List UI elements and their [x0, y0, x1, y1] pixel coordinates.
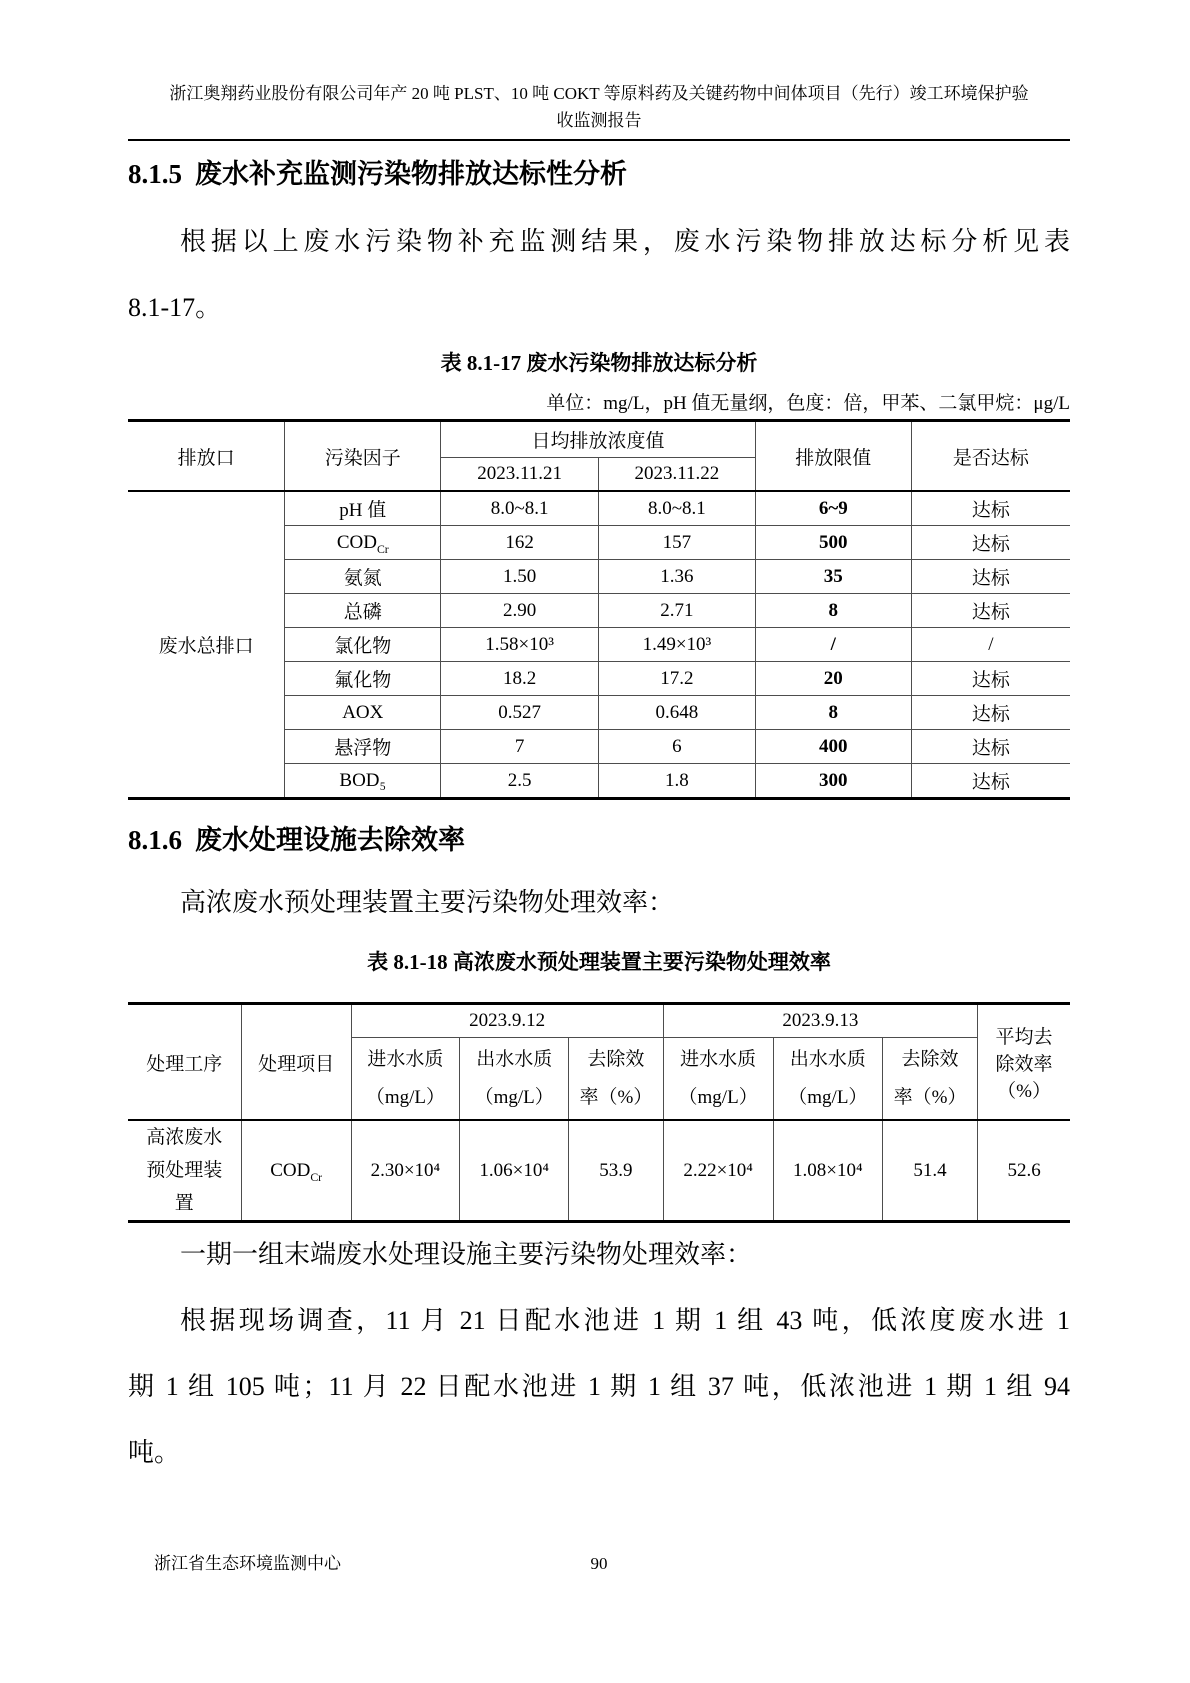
paragraph-intro: [128, 209, 1070, 341]
paragraph-site-survey: [128, 1288, 1070, 1486]
value-cell: 1.49×10³: [599, 628, 756, 662]
compliance-column-header: 是否达标: [911, 421, 1070, 492]
avg-removal-column-header: 平均去 除效率 （%）: [978, 1004, 1070, 1121]
value-cell: 18.2: [441, 662, 599, 696]
section-815-heading: [128, 156, 1070, 193]
outflow-column-header: 出水水质 （mg/L）: [773, 1038, 882, 1121]
table-row: [128, 1120, 1070, 1222]
avg-value-cell: 52.6: [978, 1120, 1070, 1222]
removal-column-header: 去除效 率（%）: [569, 1038, 663, 1121]
value-cell: 1.8: [599, 764, 756, 799]
limit-cell: 300: [755, 764, 911, 799]
value-cell: 2.71: [599, 594, 756, 628]
paragraph-line: 根据现场调查，11 月 21 日配水池进 1 期 1 组 43 吨，低浓度废水进 1: [180, 1306, 1070, 1335]
limit-cell: 6~9: [755, 491, 911, 526]
compliance-cell: 达标: [911, 696, 1070, 730]
limit-cell: 35: [755, 560, 911, 594]
section-816-heading: [128, 822, 1070, 859]
value-cell: 2.30×10⁴: [351, 1120, 459, 1222]
running-header: [128, 0, 1070, 134]
compliance-cell: 达标: [911, 526, 1070, 560]
limit-cell: 500: [755, 526, 911, 560]
running-header-line1: 浙江奥翔药业股份有限公司年产 20 吨 PLST、10 吨 COKT 等原料药及关键药物中间体项目（先行）竣工环境保护验: [169, 84, 1029, 103]
date1-column-header: 2023.11.21: [441, 458, 599, 492]
factor-cell: $COD_{Cr}$: [285, 526, 441, 560]
compliance-cell: 达标: [911, 662, 1070, 696]
limit-cell: 8: [755, 594, 911, 628]
table1-title: 表 8.1-17 废水污染物排放达标分析: [440, 351, 758, 375]
section-number: 8.1.5: [128, 159, 182, 189]
value-cell: 162: [441, 526, 599, 560]
factor-cell: BOD₅: [285, 764, 441, 799]
footer-organization: 浙江省生态环境监测中心: [154, 1554, 341, 1573]
page-footer: [128, 1552, 1070, 1576]
section-number: 8.1.6: [128, 825, 182, 855]
value-cell: 53.9: [569, 1120, 663, 1222]
value-cell: 1.58×10³: [441, 628, 599, 662]
compliance-cell: 达标: [911, 491, 1070, 526]
value-cell: 8.0~8.1: [599, 491, 756, 526]
item-cell: $COD_{Cr}$: [241, 1120, 351, 1222]
compliance-cell: /: [911, 628, 1070, 662]
date2-column-header: 2023.11.22: [599, 458, 756, 492]
outflow-column-header: 出水水质 （mg/L）: [460, 1038, 569, 1121]
limit-cell: /: [755, 628, 911, 662]
value-cell: 51.4: [882, 1120, 977, 1222]
date1-group-header: 2023.9.12: [351, 1004, 663, 1038]
value-cell: 1.08×10⁴: [773, 1120, 882, 1222]
item-column-header: 处理项目: [241, 1004, 351, 1121]
value-cell: 0.527: [441, 696, 599, 730]
factor-cell: 悬浮物: [285, 730, 441, 764]
table1-unit-note: 单位：mg/L，pH 值无量纲，色度：倍，甲苯、二氯甲烷：μg/L: [546, 393, 1070, 414]
header-rule: [128, 139, 1070, 141]
paragraph-line: 吨。: [128, 1438, 181, 1467]
limit-cell: 400: [755, 730, 911, 764]
value-cell: 0.648: [599, 696, 756, 730]
value-cell: 1.06×10⁴: [460, 1120, 569, 1222]
value-cell: 2.90: [441, 594, 599, 628]
paragraph-terminal-treatment: 一期一组末端废水处理设施主要污染物处理效率：: [180, 1240, 753, 1269]
section-title: 废水补充监测污染物排放达标性分析: [195, 159, 627, 189]
value-cell: 2.22×10⁴: [663, 1120, 773, 1222]
factor-cell: 氯化物: [285, 628, 441, 662]
daily-avg-column-header: 日均排放浓度值: [441, 421, 756, 458]
factor-cell: 总磷: [285, 594, 441, 628]
paragraph-line: 根据以上废水污染物补充监测结果，废水污染物排放达标分析见表: [180, 227, 1070, 256]
outlet-cell: 废水总排口: [128, 491, 285, 799]
factor-cell: AOX: [285, 696, 441, 730]
value-cell: 7: [441, 730, 599, 764]
value-cell: 8.0~8.1: [441, 491, 599, 526]
factor-cell: 氨氮: [285, 560, 441, 594]
factor-cell: pH 值: [285, 491, 441, 526]
running-header-line2: 收监测报告: [556, 111, 642, 130]
factor-column-header: 污染因子: [285, 421, 441, 492]
limit-column-header: 排放限值: [755, 421, 911, 492]
table2-title: 表 8.1-18 高浓废水预处理装置主要污染物处理效率: [367, 950, 831, 974]
section-title: 废水处理设施去除效率: [195, 825, 465, 855]
inflow-column-header: 进水水质 （mg/L）: [663, 1038, 773, 1121]
limit-cell: 20: [755, 662, 911, 696]
process-cell: 高浓废水 预处理装 置: [128, 1120, 241, 1222]
paragraph-pretreatment: 高浓废水预处理装置主要污染物处理效率：: [180, 888, 675, 917]
table-row: [128, 491, 1070, 526]
value-cell: 157: [599, 526, 756, 560]
value-cell: 6: [599, 730, 756, 764]
inflow-column-header: 进水水质 （mg/L）: [351, 1038, 459, 1121]
compliance-cell: 达标: [911, 560, 1070, 594]
factor-cell: 氟化物: [285, 662, 441, 696]
compliance-cell: 达标: [911, 764, 1070, 799]
removal-column-header: 去除效 率（%）: [882, 1038, 977, 1121]
compliance-cell: 达标: [911, 594, 1070, 628]
process-column-header: 处理工序: [128, 1004, 241, 1121]
page-number: 90: [590, 1554, 608, 1573]
value-cell: 17.2: [599, 662, 756, 696]
value-cell: 2.5: [441, 764, 599, 799]
paragraph-line: 期 1 组 105 吨；11 月 22 日配水池进 1 期 1 组 37 吨，低浓池进 1 期 1 组 94: [128, 1372, 1070, 1401]
outlet-column-header: 排放口: [128, 421, 285, 492]
value-cell: 1.36: [599, 560, 756, 594]
compliance-cell: 达标: [911, 730, 1070, 764]
value-cell: 1.50: [441, 560, 599, 594]
limit-cell: 8: [755, 696, 911, 730]
date2-group-header: 2023.9.13: [663, 1004, 978, 1038]
table-discharge-compliance: [128, 419, 1070, 800]
table-removal-efficiency: [128, 1002, 1070, 1223]
paragraph-line: 8.1-17。: [128, 293, 222, 322]
